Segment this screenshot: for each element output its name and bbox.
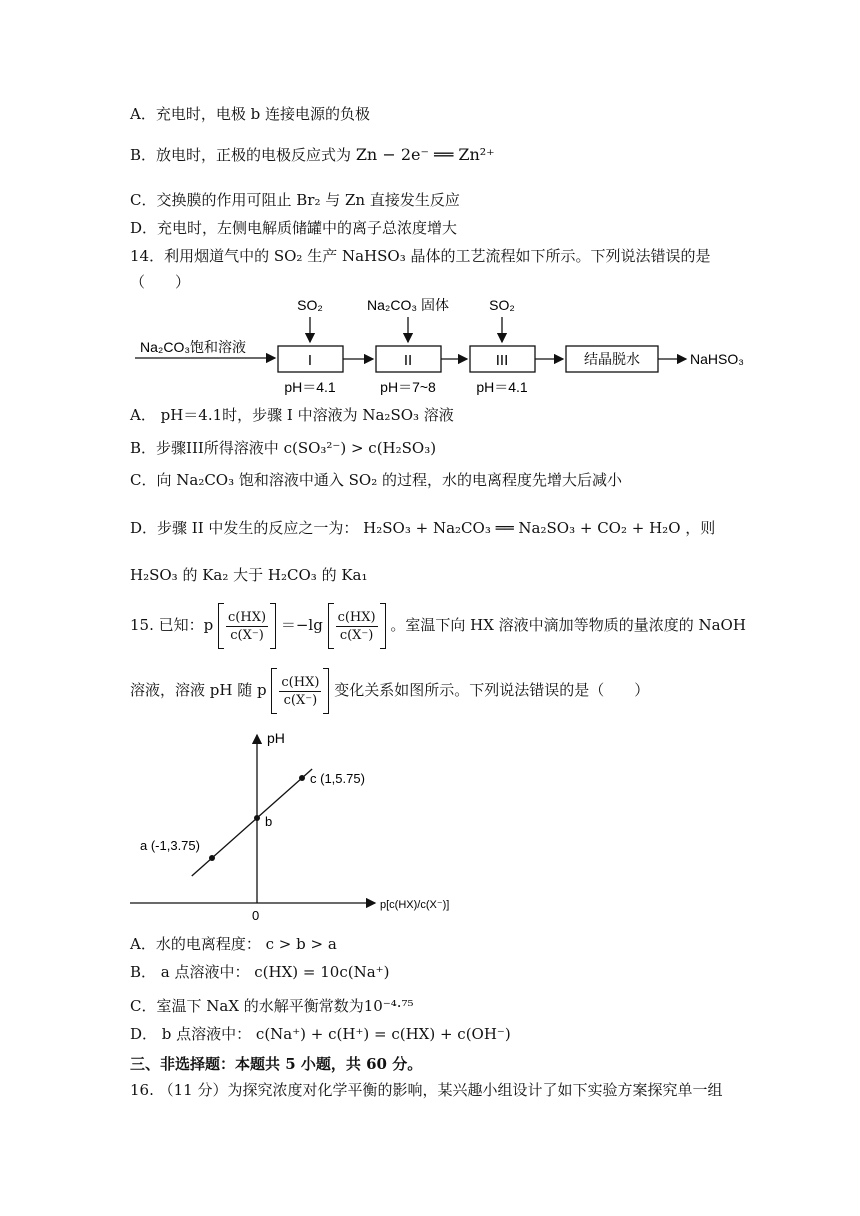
- q14-option-d-line2: H₂SO₃ 的 Ka₂ 大于 H₂CO₃ 的 Ka₁: [130, 566, 368, 584]
- q14-option-a: A． pH＝4.1时，步骤 I 中溶液为 Na₂SO₃ 溶液: [130, 406, 454, 424]
- q15-stem-suffix: 。室温下向 HX 溶液中滴加等物质的量浓度的 NaOH: [390, 616, 746, 634]
- flow-step-1-label: I: [307, 352, 313, 369]
- point-label-b: b: [265, 814, 273, 829]
- q15-stem-line2: [130, 665, 649, 715]
- q13-option-c: C．交换膜的作用可阻止 Br₂ 与 Zn 直接发生反应: [130, 191, 460, 209]
- section-3-heading: 三、非选择题：本题共 5 小题，共 60 分。: [130, 1055, 423, 1073]
- q15-stem-prefix: 15. 已知：p: [130, 616, 214, 634]
- q14-option-d-line1: D．步骤 II 中发生的反应之一为： H₂SO₃ + Na₂CO₃ ══ Na₂SO₃ + CO₂ + H₂O ，则: [130, 519, 716, 537]
- q13-option-b: [130, 145, 495, 165]
- q15-bracket-2: [328, 603, 386, 649]
- flow-input-label: Na₂CO₃饱和溶液: [140, 339, 247, 355]
- q13-option-b-equation: Zn − 2e⁻ ══ Zn²⁺: [355, 145, 495, 164]
- point-label-a: a (-1,3.75): [140, 838, 200, 853]
- q13-option-b-text: B．放电时，正极的电极反应式为: [130, 146, 352, 164]
- q14-option-b: B．步骤III所得溶液中 c(SO₃²⁻) > c(H₂SO₃): [130, 439, 437, 457]
- q15-option-c: C．室温下 NaX 的水解平衡常数为10⁻⁴·⁷⁵: [130, 997, 414, 1015]
- q15-stem2-prefix: 溶液，溶液 pH 随 p: [130, 681, 267, 699]
- q15-frac-num-2: c(HX): [337, 609, 376, 625]
- q13-option-d: D．充电时，左侧电解质储罐中的离子总浓度增大: [130, 219, 458, 237]
- q15-frac-num-1: c(HX): [228, 609, 267, 625]
- y-axis-label: pH: [267, 730, 285, 746]
- flow-ph-3: pH＝4.1: [476, 379, 528, 395]
- q14-flow-diagram: [130, 290, 770, 400]
- flow-add-3: SO₂: [489, 297, 515, 313]
- q14-stem-paren: （ ）: [130, 273, 191, 291]
- flow-step-3-label: III: [495, 352, 509, 369]
- q15-option-d: D． b 点溶液中： c(Na⁺) + c(H⁺) = c(HX) + c(OH⁻): [130, 1025, 511, 1043]
- point-c: [299, 775, 305, 781]
- q15-bracket-1: [218, 603, 276, 649]
- point-b: [254, 815, 260, 821]
- q15-stem2-suffix: 变化关系如图所示。下列说法错误的是（ ）: [334, 681, 650, 699]
- point-a: [209, 855, 215, 861]
- flow-step-4-label: 结晶脱水: [584, 351, 640, 367]
- q15-stem-line1: [130, 600, 746, 650]
- q15-ph-graph: [130, 725, 460, 930]
- q15-stem-mid: ＝−lg: [280, 616, 323, 634]
- q15-frac-den-2: c(X⁻): [339, 627, 374, 643]
- x-axis-label: p[c(HX)/c(X⁻)]: [380, 899, 450, 911]
- q14-option-c: C．向 Na₂CO₃ 饱和溶液中通入 SO₂ 的过程，水的电离程度先增大后减小: [130, 471, 623, 489]
- q13-option-a: A．充电时，电极 b 连接电源的负极: [130, 105, 370, 123]
- flow-output-label: NaHSO₃: [690, 351, 744, 367]
- flow-add-2: Na₂CO₃ 固体: [367, 297, 449, 313]
- q15-frac-den-3: c(X⁻): [283, 692, 318, 708]
- point-label-c: c (1,5.75): [310, 771, 365, 786]
- flow-add-1: SO₂: [297, 297, 323, 313]
- q15-frac-den-1: c(X⁻): [230, 627, 264, 643]
- flow-step-2-label: II: [403, 352, 413, 369]
- q15-option-b: B． a 点溶液中： c(HX) = 10c(Na⁺): [130, 963, 390, 981]
- q15-bracket-3: [271, 668, 329, 714]
- q16-stem: 16. （11 分）为探究浓度对化学平衡的影响，某兴趣小组设计了如下实验方案探究单一组: [130, 1081, 723, 1099]
- q14-stem: 14．利用烟道气中的 SO₂ 生产 NaHSO₃ 晶体的工艺流程如下所示。下列说法错误的是: [130, 247, 711, 265]
- origin-label: 0: [252, 908, 260, 923]
- flow-ph-1: pH＝4.1: [284, 379, 336, 395]
- flow-ph-2: pH＝7~8: [380, 379, 436, 395]
- q15-option-a: A．水的电离程度： c > b > a: [130, 935, 337, 953]
- q15-frac-num-3: c(HX): [281, 674, 320, 690]
